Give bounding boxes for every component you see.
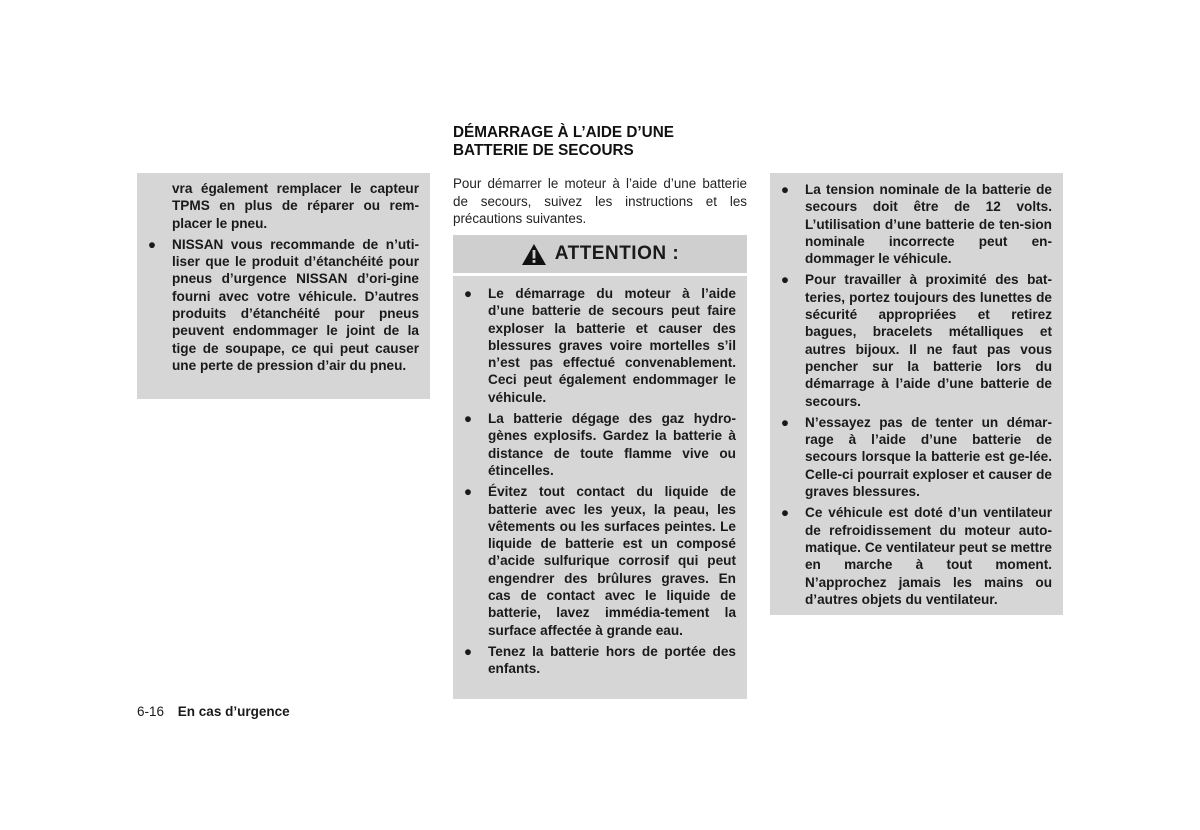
bullet-icon: ● <box>780 414 790 430</box>
list-item <box>453 410 747 479</box>
list-item <box>453 483 747 639</box>
list-item-text: Tenez la batterie hors de portée des enfants. <box>488 643 736 677</box>
list-item-text: NISSAN vous recommande de n’uti-liser que le produit d’étanchéité pour pneus d’urgence NISSAN d’ori-gine fourni avec votre véhicule. D’autres produits d’étanchéité pour pneus peuvent endommager le joint de la tige de soupape, ce qui peut causer une perte de pression d’air du pneu. <box>172 236 419 373</box>
intro-paragraph: Pour démarrer le moteur à l’aide d’une batterie de secours, suivez les instructions et les précautions suivantes. <box>453 176 747 226</box>
list-item <box>453 643 747 678</box>
bullet-icon: ● <box>463 411 473 427</box>
section-name: En cas d’urgence <box>177 704 290 719</box>
bullet-icon: ● <box>463 643 473 659</box>
list-item <box>137 236 430 374</box>
heading-line-1: DÉMARRAGE À L’AIDE D’UNE <box>453 124 674 141</box>
list-item-text: Ce véhicule est doté d’un ventilateur de refroidissement du moteur auto-matique. Ce ventilateur peut se mettre en marche à tout moment. N’approchez jamais les mains ou d’autres objets du ventilateur. <box>805 505 1052 607</box>
bullet-icon: ● <box>780 272 790 288</box>
list-item-text: La batterie dégage des gaz hydro-gènes explosifs. Gardez la batterie à distance de toute flamme vive ou étincelles. <box>488 411 736 478</box>
right-notice-box <box>770 173 1063 615</box>
warning-box <box>453 235 747 699</box>
list-item-text: Le démarrage du moteur à l’aide d’une batterie de secours peut faire exploser la batterie et causer des blessures graves voire mortelles s’il n’est pas effectué convenablement. Ceci peut également endommager le véhicule. <box>488 286 736 405</box>
bullet-icon: ● <box>780 182 790 197</box>
list-item <box>770 504 1063 608</box>
right-bullet-list <box>770 173 1063 608</box>
bullet-icon: ● <box>463 286 473 301</box>
list-item-text: Évitez tout contact du liquide de batterie avec les yeux, la peau, les vêtements ou les surfaces peintes. Le liquide de batterie est un composé d’acide sulfurique corrosif qui peut engendrer des brûlures graves. En cas de contact avec le liquide de batterie, lavez immédia-tement la surface affectée à grande eau. <box>488 484 736 638</box>
list-item-text: Pour travailler à proximité des bat-teries, portez toujours des lunettes de sécurité appropriées et retirez bagues, bracelets métalliques et autres bijoux. Il ne faut pas vous pencher sur la batterie lors du démarrage à l’aide d’une batterie de secours. <box>805 272 1052 409</box>
page-number: 6-16 <box>137 704 165 719</box>
warning-header <box>453 235 747 276</box>
bullet-icon: ● <box>780 505 790 521</box>
list-item <box>453 285 747 406</box>
warning-bullet-list <box>453 285 747 678</box>
page-footer <box>137 704 290 719</box>
heading-line-2: BATTERIE DE SECOURS <box>453 142 634 159</box>
list-item <box>770 271 1063 409</box>
bullet-icon: ● <box>147 236 157 252</box>
list-item-text: La tension nominale de la batterie de secours doit être de 12 volts. L’utilisation d’une batterie de ten-sion nominale incorrecte peut en-dommager le véhicule. <box>805 182 1052 267</box>
left-notice-box <box>137 173 430 399</box>
list-item-text: N’essayez pas de tenter un démar-rage à l’aide d’une batterie de secours lorsque la batterie est ge-lée. Celle-ci pourrait exploser et causer de graves blessures. <box>805 414 1052 500</box>
list-item <box>770 414 1063 500</box>
left-bullet-list <box>137 173 430 374</box>
list-item <box>770 181 1063 267</box>
section-heading <box>453 124 747 160</box>
warning-triangle-icon <box>521 243 547 266</box>
bullet-icon: ● <box>463 484 473 500</box>
continued-text: vra également remplacer le capteur TPMS en plus de réparer ou rem-placer le pneu. <box>172 181 419 231</box>
list-item-continued <box>137 180 430 232</box>
warning-title: ATTENTION : <box>554 243 680 264</box>
